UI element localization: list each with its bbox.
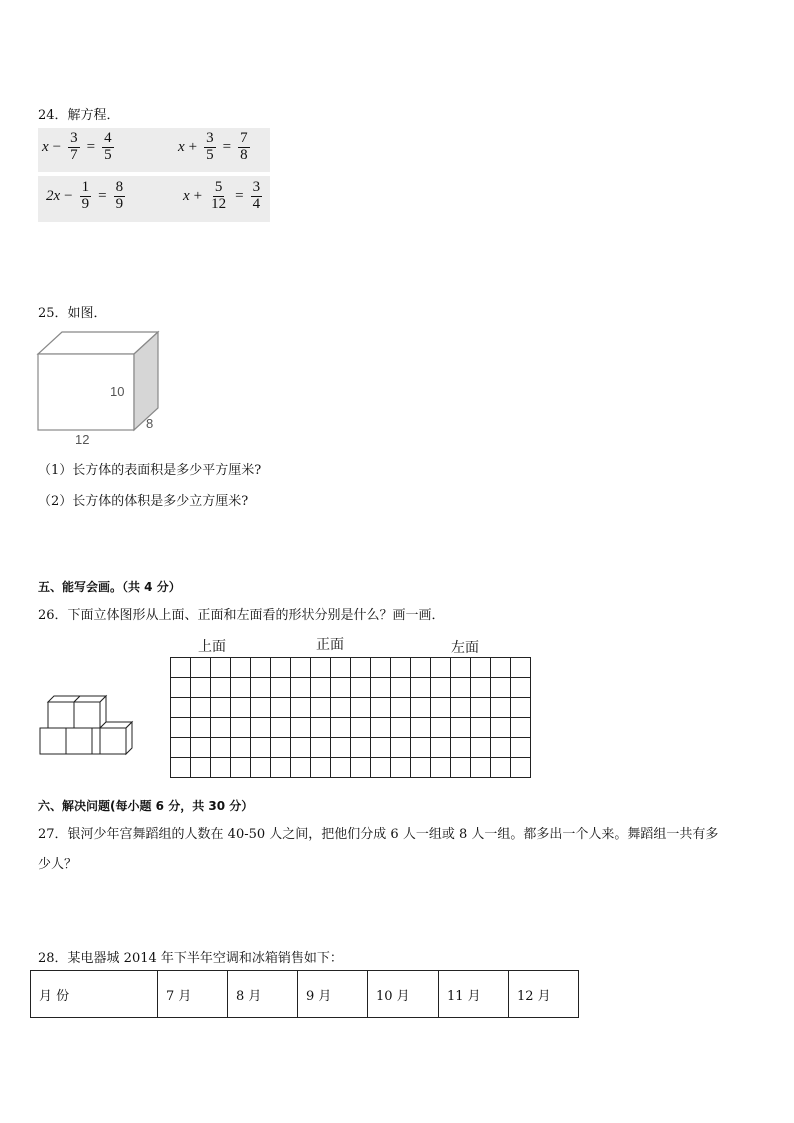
grid-cell[interactable] — [511, 758, 531, 778]
grid-cell[interactable] — [171, 698, 191, 718]
grid-cell[interactable] — [291, 678, 311, 698]
label-front-view: 正面 — [316, 637, 344, 653]
grid-cell[interactable] — [191, 718, 211, 738]
grid-cell[interactable] — [471, 678, 491, 698]
grid-cell[interactable] — [351, 738, 371, 758]
grid-cell[interactable] — [351, 758, 371, 778]
label-top-view: 上面 — [198, 639, 226, 655]
table-row — [31, 971, 579, 1018]
grid-cell[interactable] — [311, 738, 331, 758]
grid-cell[interactable] — [431, 698, 451, 718]
grid-cell[interactable] — [471, 738, 491, 758]
grid-cell[interactable] — [411, 718, 431, 738]
grid-cell[interactable] — [171, 758, 191, 778]
grid-cell[interactable] — [491, 698, 511, 718]
grid-cell[interactable] — [311, 758, 331, 778]
grid-cell[interactable] — [351, 698, 371, 718]
grid-cell[interactable] — [451, 758, 471, 778]
grid-cell[interactable] — [451, 738, 471, 758]
grid-cell[interactable] — [351, 718, 371, 738]
grid-cell[interactable] — [451, 658, 471, 678]
grid-cell[interactable] — [211, 678, 231, 698]
grid-cell[interactable] — [291, 698, 311, 718]
grid-cell[interactable] — [251, 678, 271, 698]
grid-cell[interactable] — [391, 698, 411, 718]
dim-length-label: 12 — [75, 432, 90, 447]
grid-cell[interactable] — [251, 758, 271, 778]
grid-cell[interactable] — [291, 758, 311, 778]
grid-cell[interactable] — [231, 718, 251, 738]
grid-cell[interactable] — [251, 658, 271, 678]
grid-cell[interactable] — [371, 658, 391, 678]
q25-sub1: （1）长方体的表面积是多少平方厘米? — [38, 463, 262, 478]
grid-cell[interactable] — [431, 658, 451, 678]
grid-cell[interactable] — [351, 678, 371, 698]
drawing-grid[interactable] — [170, 657, 531, 778]
grid-row — [171, 718, 531, 738]
q25-title: 25．如图． — [38, 306, 107, 321]
grid-cell[interactable] — [471, 758, 491, 778]
cuboid-figure — [36, 328, 166, 448]
grid-cell[interactable] — [391, 658, 411, 678]
grid-cell[interactable] — [491, 758, 511, 778]
grid-cell[interactable] — [371, 758, 391, 778]
grid-cell[interactable] — [431, 758, 451, 778]
grid-cell[interactable] — [451, 678, 471, 698]
grid-cell[interactable] — [191, 698, 211, 718]
q27-line1: 27．银河少年宫舞蹈组的人数在 40-50 人之间，把他们分成 6 人一组或 8 人一组。都多出一个人来。舞蹈组一共有多 — [38, 827, 719, 842]
grid-cell[interactable] — [391, 678, 411, 698]
grid-cell[interactable] — [231, 678, 251, 698]
grid-cell[interactable] — [211, 718, 231, 738]
grid-cell[interactable] — [371, 698, 391, 718]
grid-cell[interactable] — [191, 678, 211, 698]
grid-cell[interactable] — [411, 678, 431, 698]
table-cell: 8 月 — [228, 971, 298, 1018]
grid-cell[interactable] — [171, 738, 191, 758]
equation-row-1 — [38, 128, 270, 172]
grid-cell[interactable] — [291, 738, 311, 758]
grid-cell[interactable] — [431, 718, 451, 738]
equation-row-2 — [38, 176, 270, 222]
grid-cell[interactable] — [211, 658, 231, 678]
table-cell: 9 月 — [298, 971, 368, 1018]
grid-cell[interactable] — [231, 758, 251, 778]
equation-2: x + $\frac{3}{5}$ = $\frac{7}{8}$ — [178, 130, 248, 163]
q24-title: 24．解方程． — [38, 108, 120, 123]
grid-cell[interactable] — [491, 678, 511, 698]
grid-cell[interactable] — [471, 698, 491, 718]
grid-cell[interactable] — [171, 718, 191, 738]
grid-cell[interactable] — [311, 658, 331, 678]
dim-width-label: 8 — [146, 416, 154, 431]
table-cell: 7 月 — [158, 971, 228, 1018]
grid-cell[interactable] — [411, 658, 431, 678]
grid-cell[interactable] — [191, 758, 211, 778]
grid-cell[interactable] — [271, 658, 291, 678]
grid-cell[interactable] — [331, 698, 351, 718]
grid-cell[interactable] — [271, 678, 291, 698]
dim-height-label: 10 — [110, 384, 125, 399]
grid-cell[interactable] — [411, 698, 431, 718]
grid-cell[interactable] — [351, 658, 371, 678]
grid-row — [171, 758, 531, 778]
sales-table — [30, 970, 579, 1018]
grid-cell[interactable] — [271, 718, 291, 738]
grid-cell[interactable] — [291, 658, 311, 678]
grid-cell[interactable] — [371, 718, 391, 738]
grid-cell[interactable] — [311, 718, 331, 738]
grid-cell[interactable] — [471, 658, 491, 678]
section-5-heading: 五、能写会画。（共 4 分） — [38, 580, 181, 594]
grid-row — [171, 698, 531, 718]
grid-cell[interactable] — [371, 738, 391, 758]
table-cell: 11 月 — [439, 971, 509, 1018]
grid-cell[interactable] — [451, 698, 471, 718]
grid-cell[interactable] — [511, 678, 531, 698]
grid-row — [171, 738, 531, 758]
grid-cell[interactable] — [391, 758, 411, 778]
grid-cell[interactable] — [291, 718, 311, 738]
grid-cell[interactable] — [331, 758, 351, 778]
q28-title: 28．某电器城 2014 年下半年空调和冰箱销售如下： — [38, 951, 343, 966]
grid-cell[interactable] — [231, 738, 251, 758]
grid-cell[interactable] — [371, 678, 391, 698]
grid-cell[interactable] — [211, 698, 231, 718]
grid-cell[interactable] — [331, 718, 351, 738]
grid-cell[interactable] — [251, 718, 271, 738]
grid-cell[interactable] — [491, 658, 511, 678]
grid-cell[interactable] — [391, 718, 411, 738]
grid-cell[interactable] — [491, 718, 511, 738]
table-cell: 月 份 — [31, 971, 158, 1018]
grid-cell[interactable] — [311, 698, 331, 718]
grid-cell[interactable] — [231, 658, 251, 678]
grid-cell[interactable] — [331, 658, 351, 678]
grid-cell[interactable] — [311, 678, 331, 698]
grid-row — [171, 678, 531, 698]
table-cell: 10 月 — [368, 971, 439, 1018]
grid-cell[interactable] — [251, 738, 271, 758]
equation-3: 2x − $\frac{1}{9}$ = $\frac{8}{9}$ — [46, 179, 124, 212]
grid-cell[interactable] — [511, 718, 531, 738]
grid-cell[interactable] — [391, 738, 411, 758]
grid-cell[interactable] — [271, 738, 291, 758]
grid-cell[interactable] — [431, 738, 451, 758]
grid-cell[interactable] — [451, 718, 471, 738]
label-left-view: 左面 — [451, 640, 479, 656]
grid-cell[interactable] — [411, 758, 431, 778]
grid-cell[interactable] — [211, 758, 231, 778]
grid-cell[interactable] — [331, 738, 351, 758]
grid-cell[interactable] — [411, 738, 431, 758]
grid-cell[interactable] — [191, 658, 211, 678]
grid-cell[interactable] — [471, 718, 491, 738]
equation-4: x + $\frac{5}{12}$ = $\frac{3}{4}$ — [183, 179, 261, 212]
grid-row — [171, 658, 531, 678]
grid-cell[interactable] — [211, 738, 231, 758]
q27-line2: 少人？ — [38, 857, 78, 872]
grid-cell[interactable] — [171, 658, 191, 678]
grid-cell[interactable] — [231, 698, 251, 718]
grid-cell[interactable] — [271, 758, 291, 778]
equation-1: x − $\frac{3}{7}$ = $\frac{4}{5}$ — [42, 130, 112, 163]
grid-cell[interactable] — [511, 738, 531, 758]
grid-cell[interactable] — [251, 698, 271, 718]
grid-cell[interactable] — [191, 738, 211, 758]
grid-cell[interactable] — [331, 678, 351, 698]
q25-sub2: （2）长方体的体积是多少立方厘米? — [38, 494, 249, 509]
grid-cell[interactable] — [171, 678, 191, 698]
grid-cell[interactable] — [431, 678, 451, 698]
cube-stack-figure — [38, 693, 138, 763]
q26-title: 26．下面立体图形从上面、正面和左面看的形状分别是什么？画一画． — [38, 608, 445, 623]
section-6-heading: 六、解决问题(每小题 6 分，共 30 分） — [38, 799, 254, 813]
grid-cell[interactable] — [271, 698, 291, 718]
grid-cell[interactable] — [511, 698, 531, 718]
grid-cell[interactable] — [491, 738, 511, 758]
grid-cell[interactable] — [511, 658, 531, 678]
table-cell: 12 月 — [509, 971, 579, 1018]
